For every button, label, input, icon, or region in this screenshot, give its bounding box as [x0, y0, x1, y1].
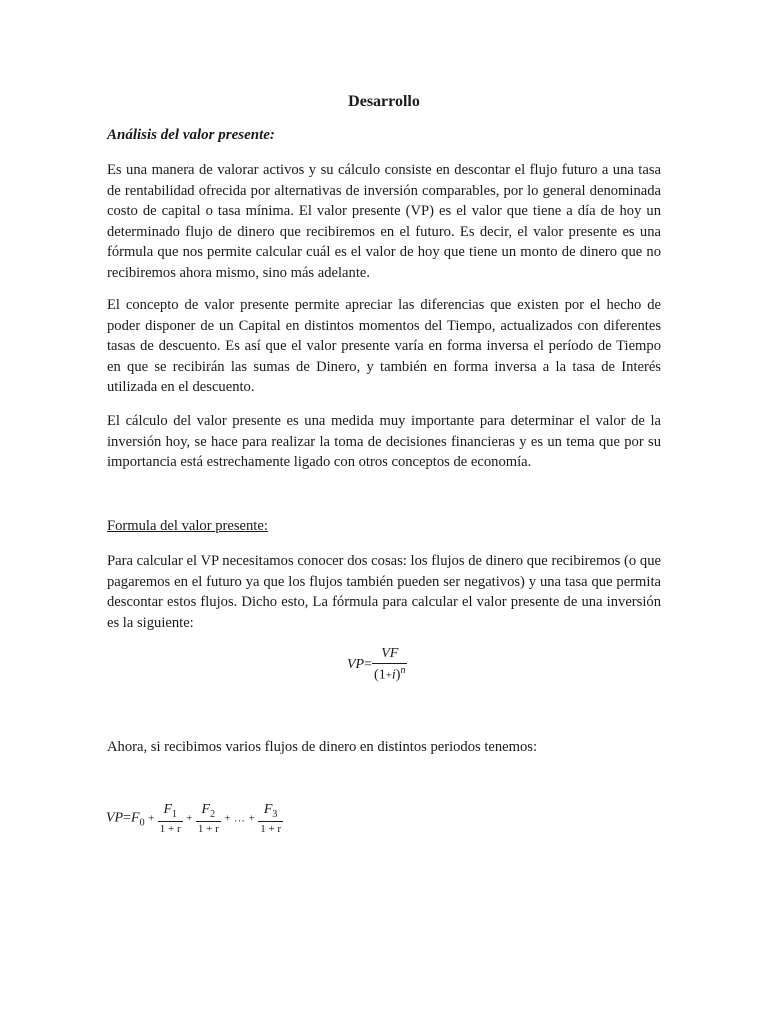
- flow-2: F: [201, 802, 211, 817]
- flow-1-denominator: 1 + r: [159, 822, 181, 835]
- flow-3-sub: 3: [272, 808, 278, 820]
- den-exponent: n: [400, 665, 406, 676]
- present-value-formula: [347, 646, 407, 684]
- flow-2-fraction: [196, 802, 221, 835]
- paragraph-importance: El cálculo del valor presente es una medida muy importante para determinar el valor de la inversión hoy, se hace para realizar la toma de decisiones financieras y es un tema que por su importancia está estrechamente ligado con otros conceptos de economía.: [107, 413, 661, 471]
- den-plus: +: [385, 669, 392, 682]
- paragraph-multiple-flows: Ahora, si recibimos varios flujos de dinero en distintos periodos tenemos:: [107, 739, 538, 755]
- plus-sign: +: [248, 812, 255, 825]
- plus-sign: +: [224, 812, 231, 825]
- flow-1: F: [163, 802, 173, 817]
- formula-lhs: VP: [347, 657, 365, 673]
- formula-section-heading: Formula del valor presente:: [107, 518, 268, 534]
- formula2-equals: =: [123, 810, 132, 826]
- formula-equals: =: [364, 657, 373, 673]
- paren-open: (: [374, 667, 379, 683]
- flow-0: F: [131, 810, 140, 826]
- flow-1-sub: 1: [172, 808, 178, 820]
- flow-2-denominator: 1 + r: [197, 822, 219, 835]
- formula-denominator: [372, 664, 407, 684]
- document-title: Desarrollo: [348, 93, 420, 110]
- formula-numerator: VF: [372, 646, 407, 664]
- flow-3-denominator: 1 + r: [260, 822, 282, 835]
- section-subtitle: Análisis del valor presente:: [107, 127, 275, 143]
- paragraph-concept: El concepto de valor presente permite apreciar las diferencias que existen por el hecho de poder disponer de un Capital en distintos momentos del Tiempo, actualizados con diferentes tasas de descuento. Es así que el valor presente varía en forma inversa el período de Tiempo en que se recibirán las sumas de Dinero, y también en forma inversa a la tasa de Interés utilizada en el descuento.: [107, 297, 661, 396]
- formula2-lhs: VP: [106, 810, 124, 826]
- plus-sign: +: [148, 812, 155, 825]
- den-rate: i: [391, 667, 396, 683]
- flow-3: F: [263, 802, 273, 817]
- paragraph-formula-intro: Para calcular el VP necesitamos conocer dos cosas: los flujos de dinero que recibiremos (o que pagaremos en el futuro ya que los flujos también pueden ser negativos) y una tasa que permita descontar estos flujos. Dicho esto, La fórmula para calcular el valor presente de una inversión es la siguiente:: [107, 553, 661, 631]
- formula-fraction: [372, 646, 407, 684]
- flow-2-sub: 2: [210, 808, 216, 820]
- paren-close: ): [395, 667, 401, 683]
- flow-1-fraction: [158, 802, 183, 835]
- den-one: 1: [378, 667, 386, 683]
- flow-3-fraction: [258, 802, 283, 835]
- plus-sign: +: [186, 812, 193, 825]
- ellipsis: …: [233, 812, 245, 825]
- multiple-flows-formula: [106, 802, 283, 835]
- paragraph-definition: Es una manera de valorar activos y su cálculo consiste en descontar el flujo futuro a una tasa de rentabilidad ofrecida por alternativas de inversión comparables, por lo general denominada costo de capital o tasa mínima. El valor presente (VP) es el valor que tiene a día de hoy un determinado flujo de dinero que recibiremos en el futuro. Es decir, el valor presente es una fórmula que nos permite calcular cuál es el valor de hoy que tiene un monto de dinero que no recibiremos ahora mismo, sino más adelante.: [107, 162, 661, 281]
- flow-0-sub: 0: [139, 817, 145, 829]
